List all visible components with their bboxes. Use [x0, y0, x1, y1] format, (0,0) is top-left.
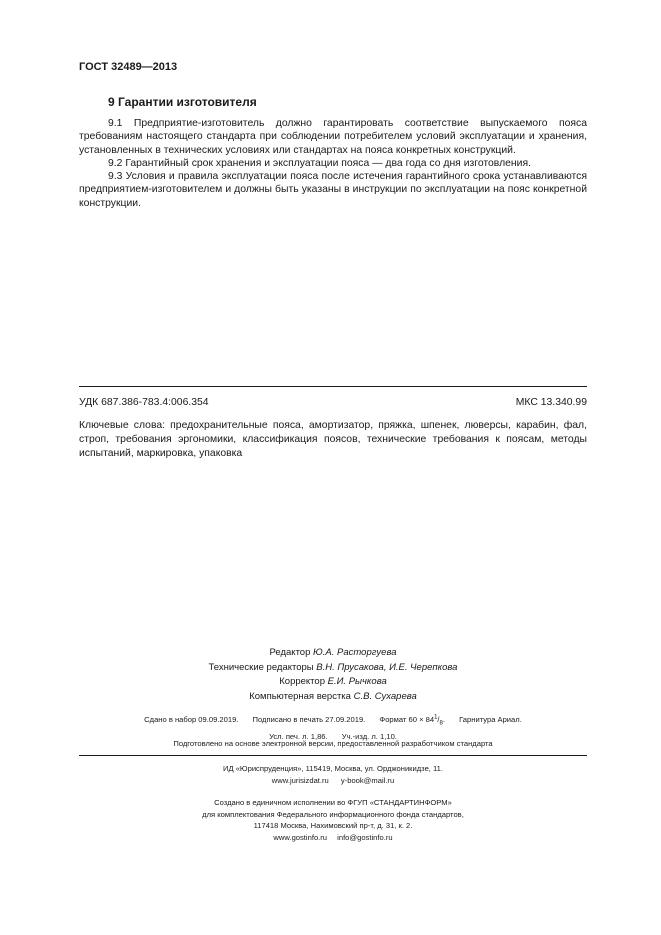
mks-code: МКС 13.340.99 [515, 397, 587, 408]
divider-top [79, 386, 587, 387]
credit-layout [79, 690, 587, 705]
credit-editor-name: Ю.А. Расторгуева [313, 647, 397, 658]
credit-tech-editors [79, 661, 587, 676]
paper-format: Формат $60 \times 84^1/_8$. [379, 714, 445, 727]
credit-editor [79, 646, 587, 661]
credit-editor-label: Редактор [269, 647, 311, 658]
credit-proofreader-label: Корректор [279, 676, 325, 688]
publisher-block [79, 763, 587, 786]
producer-line1: Создано в единичном исполнении во ФГУП «СТАНДАРТИНФОРМ» [214, 798, 452, 807]
section-body [79, 117, 587, 210]
publisher-site: www.jurisizdat.ru [271, 775, 329, 785]
typeface: Гарнитура Ариал. [459, 714, 522, 724]
divider-bottom [79, 755, 587, 756]
publisher-contacts [79, 775, 587, 787]
credit-tech-editors-label: Технические редакторы [208, 661, 314, 673]
credit-proofreader-name: Е.И. Рычкова [327, 676, 387, 688]
signed-date: Подписано в печать 27.09.2019. [252, 714, 366, 724]
credit-layout-name: С.В. Сухарева [353, 690, 417, 702]
producer-line2: для комплектования Федерального информационного фонда стандартов, [202, 809, 464, 819]
credits-block [79, 646, 587, 704]
pub-sheets: Уч.-изд. л. 1,10. [341, 732, 397, 742]
document-code: ГОСТ 32489—2013 [79, 61, 178, 73]
credit-proofreader [79, 675, 587, 690]
udk-code: УДК 687.386-783.4:006.354 [79, 397, 209, 408]
producer-block [79, 797, 587, 843]
paragraph-9-3: 9.3 Условия и правила эксплуатации пояса после истечения гарантийного срока устанавливаются предприятием-изготовителем и должны быть указаны в инструкции по эксплуатации на пояс конкретной конструкции. [79, 171, 587, 209]
format-numerator: 1 [434, 714, 438, 720]
publisher-email: y-book@mail.ru [340, 775, 395, 785]
producer-line3: 117418 Москва, Нахимовский пр-т, д. 31, к. 2. [253, 821, 413, 830]
paragraph-9-1: 9.1 Предприятие-изготовитель должно гарантировать соответствие выпускаемого пояса требованиям настоящего стандарта при соблюдении потребителем условий эксплуатации и хранения, установленных в технических условиях или стандартах на пояса конкретных конструкций. [79, 118, 587, 156]
prepared-note: Подготовлено на основе электронной версии, предоставленной разработчиком стандарта [173, 739, 493, 748]
producer-contacts [79, 832, 587, 844]
keywords: Ключевые слова: предохранительные пояса, амортизатор, пряжка, шпенек, люверсы, карабин, фал, строп, требования эргономики, классификация поясов, технические требования к поясам, методы испытаний, маркировка, упаковка [79, 420, 587, 459]
typeset-date: Сдано в набор 09.09.2019. [144, 714, 239, 724]
publisher-address: ИД «Юриспруденция», 115419, Москва, ул. Орджоникидзе, 11. [222, 764, 444, 773]
paragraph-9-2: 9.2 Гарантийный срок хранения и эксплуатации пояса — два года со дня изготовления. [108, 157, 531, 169]
producer-email: info@gostinfo.ru [337, 832, 393, 842]
producer-site: www.gostinfo.ru [273, 832, 328, 842]
credit-layout-label: Компьютерная верстка [249, 690, 351, 702]
section-title: 9 Гарантии изготовителя [108, 95, 257, 109]
credit-tech-editors-names: В.Н. Прусакова, И.Е. Черепкова [316, 661, 458, 673]
print-info-line1 [79, 710, 587, 730]
format-denominator: 8 [439, 720, 443, 727]
format-suffix: . [442, 714, 445, 724]
format-prefix: Формат 60 × 84 [379, 714, 435, 724]
print-sheets: Усл. печ. л. 1,86. [269, 732, 328, 742]
